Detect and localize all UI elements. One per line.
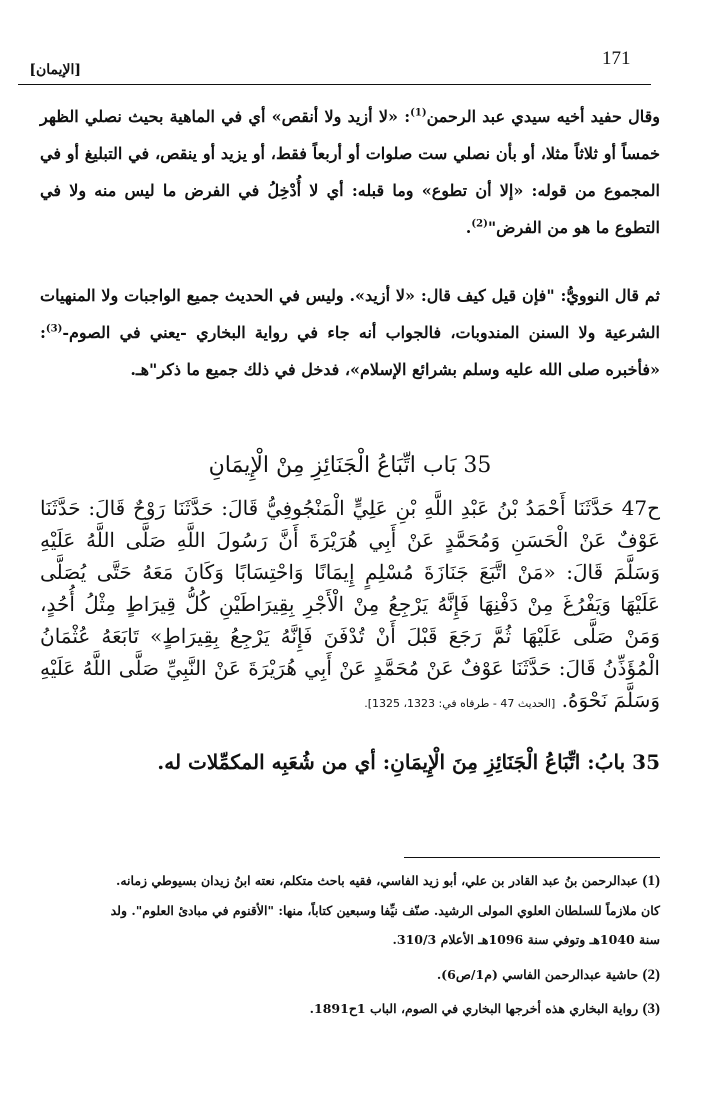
page-number: 171 bbox=[602, 48, 631, 69]
footnote-ref-3: (3) bbox=[45, 323, 63, 335]
footnote-1-cont-2 bbox=[40, 925, 660, 954]
footnote-rule bbox=[404, 857, 660, 858]
paragraph-1-text-a: وقال حفيد أخيه سيدي عبد الرحمن bbox=[426, 107, 661, 126]
hadith-number: ح47 bbox=[621, 496, 660, 520]
footnote-1-cont-1 bbox=[40, 896, 660, 925]
footnote-2 bbox=[40, 960, 660, 990]
footnote-3 bbox=[40, 994, 660, 1024]
footnote-2-number: (2) bbox=[642, 967, 660, 983]
footnotes bbox=[40, 866, 660, 1024]
paragraph-1 bbox=[40, 98, 660, 246]
paragraph-2 bbox=[40, 277, 660, 388]
hadith-reference: [الحديث 47 - طرفاه في: 1323، 1325]. bbox=[364, 697, 556, 710]
header-rule bbox=[18, 84, 651, 85]
chapter-title: 35 بَاب اتِّبَاعُ الْجَنَائِزِ مِنْ الْإِيمَانِ bbox=[208, 453, 492, 478]
hadith-block bbox=[40, 492, 660, 720]
footnote-1-line-1: عبدالرحمن بنُ عبد القادر بن علي، أبو زيد الفاسي، فقيه باحث متكلم، نعته ابنُ زيدان بسيوطي زمانه. bbox=[115, 873, 639, 888]
paragraph-1-text-b: : «لا أزيد ولا أنقص» أي في الماهية بحيث نصلي الظهر خمساً أو ثلاثاً مثلا، أو بأن نصلي ست صلوات أو أربعاً فقط، أو يزيد أو ينقص، في التبليغ أو في المجموع من قوله: «إلا أن تطوع» وما قبله: أي لا أُدْخِلُ في الفرض ما ليس منه ولا في التطوع ما هو من الفرض" bbox=[40, 107, 660, 237]
footnote-1-line-2: كان ملازماً للسلطان العلوي المولى الرشيد. صنّف نيِّفا وسبعين كتاباً، منها: "الأقنوم في مبادئ العلوم". ولد bbox=[110, 903, 660, 918]
footnote-1 bbox=[40, 866, 660, 896]
paragraph-2-text-a: ثم قال النوويُّ: "فإن قيل كيف قال: «لا أزيد». وليس في الحديث جميع الواجبات ولا المنهيات الشرعية ولا السنن المندوبات، فالجواب أنه جاء في رواية البخاري -يعني في الصوم- bbox=[40, 286, 660, 342]
footnote-ref-2: (2) bbox=[471, 218, 488, 230]
hadith-text: حَدَّثَنَا أَحْمَدُ بْنُ عَبْدِ اللَّهِ بْنِ عَلِيٍّ الْمَنْجُوفِيُّ قَالَ: حَدَّثَنَا رَوْحٌ قَالَ: حَدَّثَنَا عَوْفٌ عَنْ الْحَسَنِ وَمُحَمَّدٍ عَنْ أَبِي هُرَيْرَةَ أَنَّ رَسُولَ اللَّهِ صَلَّى اللَّهُ عَلَيْهِ وَسَلَّمَ قَالَ: «مَنْ اتَّبَعَ جَنَازَةَ مُسْلِمٍ إِيمَانًا وَاحْتِسَابًا وَكَانَ مَعَهُ حَتَّى يُصَلَّى عَلَيْهَا وَيَفْرُغَ مِنْ دَفْنِهَا فَإِنَّهُ يَرْجِعُ مِنْ الْأَجْرِ بِقِيرَاطَيْنِ كُلُّ قِيرَاطٍ مِثْلُ أُحُدٍ، وَمَنْ صَلَّى عَلَيْهَا ثُمَّ رَجَعَ قَبْلَ أَنْ تُدْفَنَ فَإِنَّهُ يَرْجِعُ بِقِيرَاطٍ» تَابَعَهُ عُثْمَانُ الْمُؤَذِّنُ قَالَ: حَدَّثَنَا عَوْفٌ عَنْ مُحَمَّدٍ عَنْ أَبِي هُرَيْرَةَ عَنْ النَّبِيِّ صَلَّى اللَّهُ عَلَيْهِ وَسَلَّمَ نَحْوَهُ. bbox=[40, 496, 660, 712]
footnote-1-line-3: سنة 1040هـ وتوفي سنة 1096هـ الأعلام 310/3. bbox=[392, 932, 660, 947]
paragraph-2-text-b: : «فأخبره صلى الله عليه وسلم بشرائع الإسلام»، فدخل في ذلك جميع ما ذكر"هـ. bbox=[40, 323, 660, 379]
paragraph-1-end: . bbox=[465, 218, 472, 237]
bab-commentary bbox=[40, 746, 660, 778]
footnote-3-line-1: رواية البخاري هذه أخرجها البخاري في الصوم، الباب 1ح1891. bbox=[309, 1001, 639, 1016]
bab-comment-text: : أي من شُعَبِه المكمِّلات له. bbox=[157, 750, 391, 774]
footnote-3-number: (3) bbox=[642, 1001, 660, 1017]
footnote-1-number: (1) bbox=[642, 873, 660, 889]
running-title: [الإيمان] bbox=[29, 62, 81, 78]
footnote-ref-1: (1) bbox=[410, 107, 427, 119]
bab-label: 35 بابُ: اتِّبَاعُ الْجَنَائِزِ مِنَ الْإِيمَانِ bbox=[390, 750, 660, 774]
footnote-2-line-1: حاشية عبدالرحمن الفاسي (م1/ص6). bbox=[436, 967, 639, 982]
